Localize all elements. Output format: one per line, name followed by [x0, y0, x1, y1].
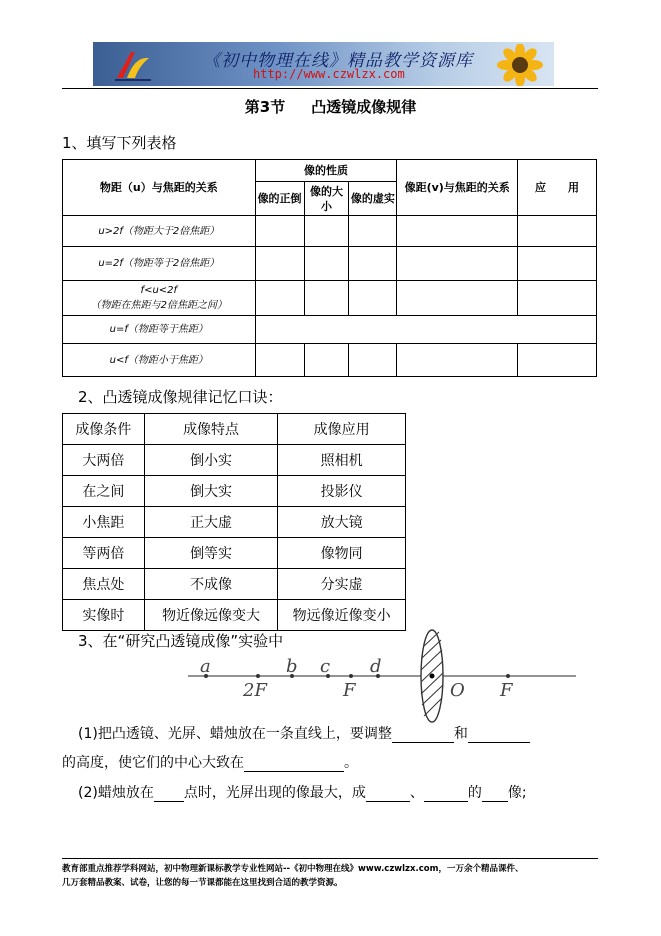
header-real: 像的虚实: [349, 182, 397, 216]
table-row: [63, 281, 597, 316]
page-title: [0, 96, 661, 117]
answer-cell[interactable]: [518, 216, 597, 247]
site-logo-icon: [113, 48, 153, 82]
header-image-distance: 像距(v)与焦距的关系: [397, 160, 518, 216]
q3-heading: 3、在“研究凸透镜成像”实验中: [78, 632, 284, 650]
answer-cell[interactable]: [349, 281, 397, 316]
answer-cell-merged[interactable]: [255, 316, 596, 344]
label-c: c: [320, 656, 331, 677]
label-2F: 2F: [243, 680, 267, 701]
table-row: [63, 476, 406, 507]
header-upright: 像的正倒: [255, 182, 304, 216]
table-cell: 焦点处: [63, 569, 145, 600]
table-row: [63, 216, 597, 247]
label-b: b: [286, 656, 298, 677]
mnemonic-table: [62, 413, 406, 631]
table-row: [63, 507, 406, 538]
row-condition: u=2f（物距等于2倍焦距）: [63, 247, 256, 281]
label-a: a: [200, 656, 211, 677]
table-cell: 物远像近像变小: [278, 600, 406, 631]
q3-part1-line2: 的高度，使它们的中心大致在 。: [62, 755, 358, 771]
header-banner: [93, 42, 554, 86]
blank-3[interactable]: [244, 756, 344, 772]
label-O: O: [450, 680, 465, 701]
answer-cell[interactable]: [518, 281, 597, 316]
blank-5[interactable]: [366, 786, 410, 802]
answer-cell[interactable]: [397, 344, 518, 377]
footer: [62, 862, 602, 890]
table-cell: 像物同: [278, 538, 406, 569]
blank-2[interactable]: [468, 727, 530, 743]
q1-heading: 1、填写下列表格: [62, 134, 177, 152]
table-cell: 大两倍: [63, 445, 145, 476]
answer-cell[interactable]: [518, 247, 597, 281]
table-cell: 分实虚: [278, 569, 406, 600]
blank-6[interactable]: [424, 786, 468, 802]
row-condition: u=f（物距等于焦距）: [63, 316, 256, 344]
answer-cell[interactable]: [518, 344, 597, 377]
row-condition: u<f（物距小于焦距）: [63, 344, 256, 377]
header-size: 像的大小: [304, 182, 349, 216]
header-application: 应 用: [518, 160, 597, 216]
table-cell: 倒大实: [144, 476, 278, 507]
table-cell: 等两倍: [63, 538, 145, 569]
column-header: 成像应用: [278, 414, 406, 445]
label-F-right: F: [500, 680, 513, 701]
answer-cell[interactable]: [304, 247, 349, 281]
table-header-row: [63, 414, 406, 445]
row-condition: f<u<2f （物距在焦距与2倍焦距之间）: [63, 281, 256, 316]
point-O: [430, 674, 435, 679]
answer-cell[interactable]: [349, 344, 397, 377]
answer-cell[interactable]: [255, 344, 304, 377]
properties-table: [62, 159, 597, 377]
point-F-right: [506, 674, 510, 678]
blank-1[interactable]: [392, 727, 454, 743]
q3-part2: (2)蜡烛放在 点时，光屏出现的像最大，成 、 的 像;: [78, 785, 527, 801]
answer-cell[interactable]: [304, 281, 349, 316]
table-row: [63, 247, 597, 281]
header-image-nature: 像的性质: [255, 160, 397, 182]
table-cell: 物近像远像变大: [144, 600, 278, 631]
footer-line-2: 几万套精品教案、试卷，让您的每一节课都能在这里找到合适的教学资源。: [62, 878, 343, 888]
table-row: [63, 445, 406, 476]
banner-url[interactable]: http://www.czwlzx.com: [253, 67, 405, 81]
answer-cell[interactable]: [255, 247, 304, 281]
column-header: 成像条件: [63, 414, 145, 445]
table-cell: 实像时: [63, 600, 145, 631]
column-header: 成像特点: [144, 414, 278, 445]
table-cell: 放大镜: [278, 507, 406, 538]
answer-cell[interactable]: [397, 281, 518, 316]
point-2F: [256, 674, 260, 678]
blank-7[interactable]: [482, 786, 508, 802]
answer-cell[interactable]: [304, 216, 349, 247]
table-cell: 不成像: [144, 569, 278, 600]
label-d: d: [370, 656, 382, 677]
section-name: 凸透镜成像规律: [311, 98, 417, 116]
q2-heading: 2、凸透镜成像规律记忆口诀：: [78, 388, 283, 406]
answer-cell[interactable]: [397, 247, 518, 281]
answer-cell[interactable]: [349, 247, 397, 281]
table-cell: 在之间: [63, 476, 145, 507]
answer-cell[interactable]: [255, 281, 304, 316]
answer-cell[interactable]: [349, 216, 397, 247]
point-F-left: [349, 674, 353, 678]
table-row: [63, 569, 406, 600]
sunflower-icon: [494, 44, 546, 86]
lens-diagram: [188, 624, 578, 724]
header-object-distance: 物距（u）与焦距的关系: [63, 160, 256, 216]
table-row: [63, 344, 597, 377]
banner-title: 《初中物理在线》精品教学资源库: [203, 51, 473, 71]
table-row: [63, 538, 406, 569]
table-cell: 投影仪: [278, 476, 406, 507]
table-cell: 正大虚: [144, 507, 278, 538]
row-condition: u>2f（物距大于2倍焦距）: [63, 216, 256, 247]
section-number: 第3节: [244, 98, 286, 116]
blank-4[interactable]: [154, 786, 184, 802]
footer-rule: [62, 858, 598, 859]
answer-cell[interactable]: [255, 216, 304, 247]
q3-part1-line1: (1)把凸透镜、光屏、蜡烛放在一条直线上，要调整 和: [78, 723, 530, 743]
header-rule: [62, 88, 598, 89]
table-cell: 小焦距: [63, 507, 145, 538]
footer-line-1: 教育部重点推荐学科网站，初中物理新课标教学专业性网站--《初中物理在线》www.czwlzx.com，一万余个精品课件、: [62, 864, 524, 874]
table-cell: 照相机: [278, 445, 406, 476]
table-cell: 倒等实: [144, 538, 278, 569]
answer-cell[interactable]: [397, 216, 518, 247]
table-row: [63, 316, 597, 344]
table-cell: 倒小实: [144, 445, 278, 476]
answer-cell[interactable]: [304, 344, 349, 377]
label-F-left: F: [343, 680, 356, 701]
